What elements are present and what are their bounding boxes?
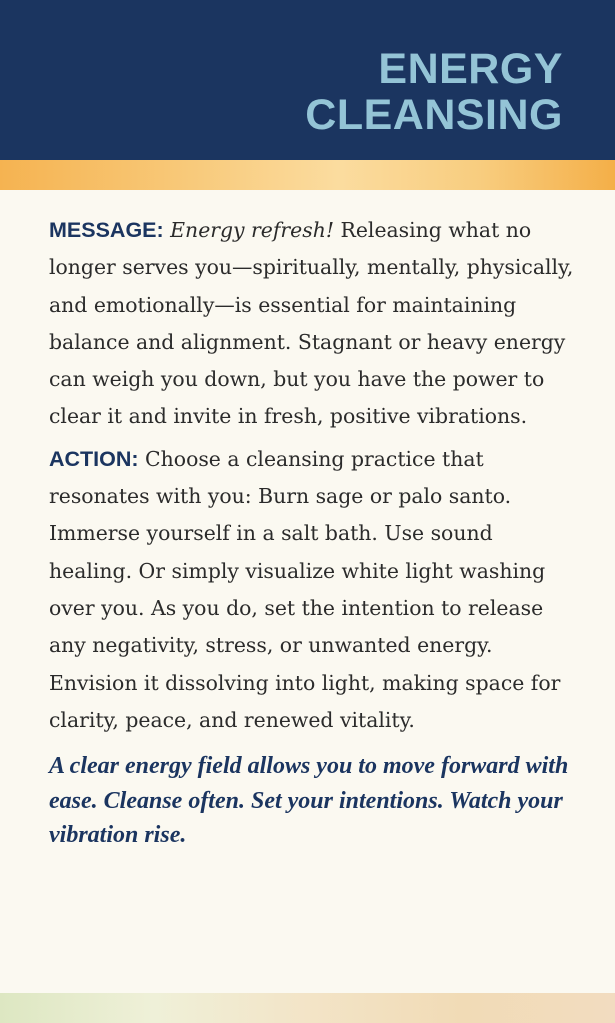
action-paragraph xyxy=(49,441,579,739)
card-title-line-1: ENERGY xyxy=(378,45,563,93)
message-label: MESSAGE: xyxy=(49,218,164,242)
message-body: Releasing what no longer serves you—spiritually, mentally, physically, and emotionally—is essential for maintaining balance and alignment. Stagnant or heavy energy can weigh you down, but you have the power to clear it and invite in fresh, positive vibrations. xyxy=(49,218,574,429)
card-title xyxy=(305,46,563,138)
action-label: ACTION: xyxy=(49,446,139,471)
action-body: Choose a cleansing practice that resonates with you: Burn sage or palo santo. Immerse yourself in a salt bath. Use sound healing. Or simply visualize white light washing over you. As you do, set the intention to release any negativity, stress, or unwanted energy. Envision it dissolving into light, making space for clarity, peace, and renewed vitality. xyxy=(49,446,561,732)
gradient-band-top xyxy=(0,160,615,190)
message-emphasis: Energy refresh! xyxy=(170,218,335,242)
closing-affirmation: A clear energy field allows you to move forward with ease. Cleanse often. Set your intentions. Watch your vibration rise. xyxy=(49,753,569,849)
gradient-band-bottom xyxy=(0,993,615,1023)
message-paragraph xyxy=(49,212,579,436)
card-body xyxy=(49,212,579,853)
card-title-line-2: CLEANSING xyxy=(305,91,563,139)
header-banner xyxy=(0,0,615,160)
